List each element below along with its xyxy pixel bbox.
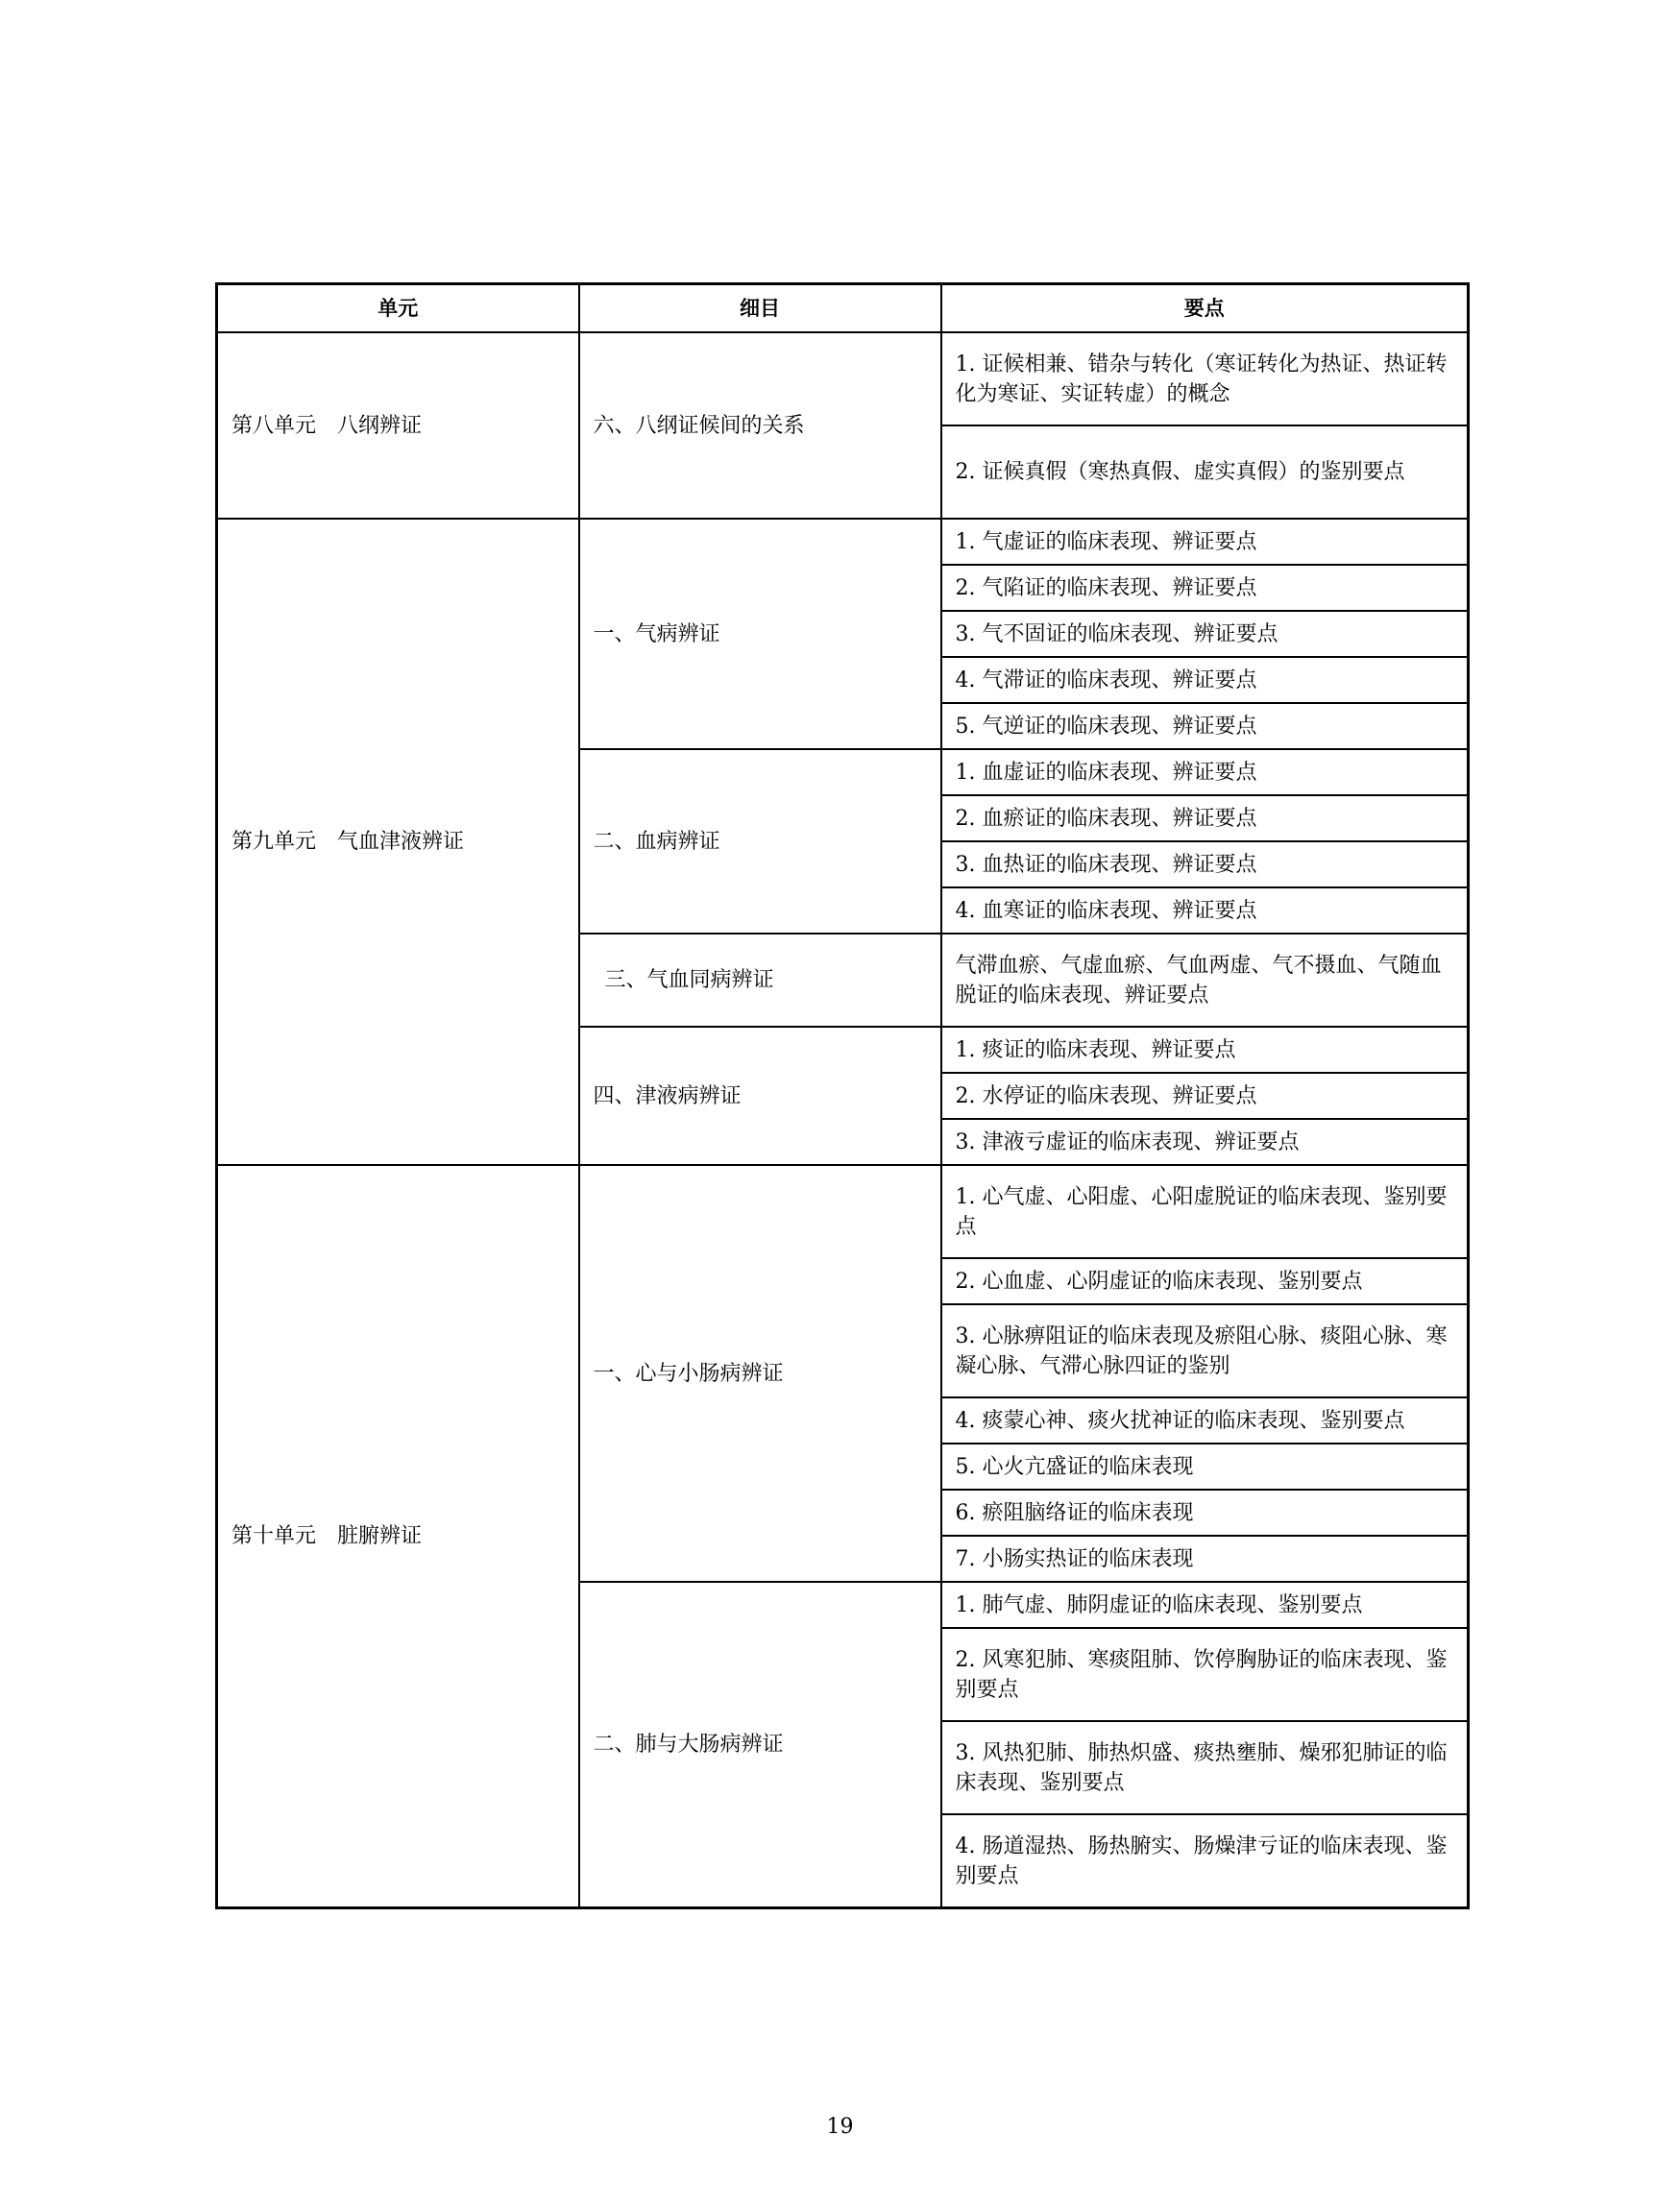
header-item: 细目	[579, 284, 941, 333]
point-cell: 3. 津液亏虚证的临床表现、辨证要点	[941, 1119, 1469, 1165]
point-cell: 4. 气滞证的临床表现、辨证要点	[941, 657, 1469, 703]
table-row	[217, 1165, 1469, 1258]
point-cell: 2. 水停证的临床表现、辨证要点	[941, 1073, 1469, 1119]
point-cell: 3. 风热犯肺、肺热炽盛、痰热壅肺、燥邪犯肺证的临床表现、鉴别要点	[941, 1721, 1469, 1814]
point-cell: 4. 肠道湿热、肠热腑实、肠燥津亏证的临床表现、鉴别要点	[941, 1814, 1469, 1908]
point-cell: 1. 血虚证的临床表现、辨证要点	[941, 749, 1469, 795]
item-cell: 一、心与小肠病辨证	[579, 1165, 941, 1582]
point-cell: 2. 风寒犯肺、寒痰阻肺、饮停胸胁证的临床表现、鉴别要点	[941, 1628, 1469, 1721]
point-cell: 6. 瘀阻脑络证的临床表现	[941, 1490, 1469, 1536]
point-cell: 1. 痰证的临床表现、辨证要点	[941, 1027, 1469, 1073]
table-row	[217, 332, 1469, 425]
point-cell: 4. 血寒证的临床表现、辨证要点	[941, 887, 1469, 934]
point-cell: 2. 心血虚、心阴虚证的临床表现、鉴别要点	[941, 1258, 1469, 1304]
header-points: 要点	[941, 284, 1469, 333]
point-cell: 2. 血瘀证的临床表现、辨证要点	[941, 795, 1469, 841]
point-cell: 5. 气逆证的临床表现、辨证要点	[941, 703, 1469, 749]
header-row	[217, 284, 1469, 333]
item-cell: 二、血病辨证	[579, 749, 941, 934]
item-cell: 三、气血同病辨证	[579, 934, 941, 1027]
point-cell: 1. 证候相兼、错杂与转化（寒证转化为热证、热证转化为寒证、实证转虚）的概念	[941, 332, 1469, 425]
point-cell: 1. 心气虚、心阳虚、心阳虚脱证的临床表现、鉴别要点	[941, 1165, 1469, 1258]
item-cell: 六、八纲证候间的关系	[579, 332, 941, 519]
point-cell: 2. 证候真假（寒热真假、虚实真假）的鉴别要点	[941, 425, 1469, 519]
point-cell: 5. 心火亢盛证的临床表现	[941, 1444, 1469, 1490]
point-cell: 3. 血热证的临床表现、辨证要点	[941, 841, 1469, 887]
point-cell: 3. 心脉痹阻证的临床表现及瘀阻心脉、痰阻心脉、寒凝心脉、气滞心脉四证的鉴别	[941, 1304, 1469, 1397]
point-cell: 气滞血瘀、气虚血瘀、气血两虚、气不摄血、气随血脱证的临床表现、辨证要点	[941, 934, 1469, 1027]
unit-cell: 第九单元 气血津液辨证	[217, 519, 579, 1165]
unit-cell: 第八单元 八纲辨证	[217, 332, 579, 519]
point-cell: 2. 气陷证的临床表现、辨证要点	[941, 565, 1469, 611]
syllabus-table	[215, 282, 1470, 1909]
header-unit: 单元	[217, 284, 579, 333]
point-cell: 7. 小肠实热证的临床表现	[941, 1536, 1469, 1582]
point-cell: 1. 气虚证的临床表现、辨证要点	[941, 519, 1469, 565]
point-cell: 3. 气不固证的临床表现、辨证要点	[941, 611, 1469, 657]
point-cell: 1. 肺气虚、肺阴虚证的临床表现、鉴别要点	[941, 1582, 1469, 1628]
page-number: 19	[826, 2115, 854, 2139]
item-cell: 二、肺与大肠病辨证	[579, 1582, 941, 1908]
item-cell: 一、气病辨证	[579, 519, 941, 749]
item-cell: 四、津液病辨证	[579, 1027, 941, 1165]
unit-cell: 第十单元 脏腑辨证	[217, 1165, 579, 1908]
point-cell: 4. 痰蒙心神、痰火扰神证的临床表现、鉴别要点	[941, 1397, 1469, 1444]
table-row	[217, 519, 1469, 565]
